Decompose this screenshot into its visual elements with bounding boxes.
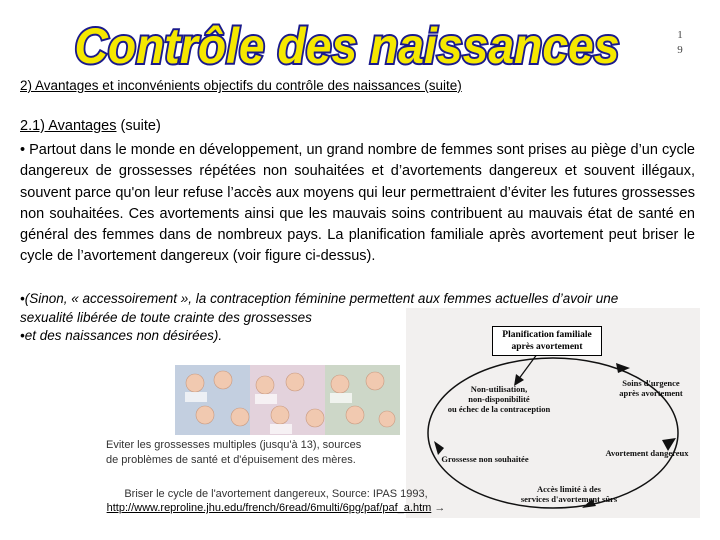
box-title-line-2: après avortement (511, 342, 583, 352)
subsection-suffix: (suite) (116, 118, 161, 134)
italic-line-3: •et des naissances non désirées). (20, 328, 223, 343)
arrow-right-icon: → (434, 502, 446, 514)
node-access-line-2: services d'avortement sûrs (520, 494, 618, 504)
italic-line-1: •(Sinon, « accessoirement », la contraception féminine permettent aux femmes actuelles d’avoir une (20, 291, 619, 306)
subsection-heading (20, 118, 161, 134)
node-unwanted-pregnancy: Grossesse non souhaitée (441, 454, 529, 464)
page-number-digit-2: 9 (677, 44, 683, 56)
node-limited-access (514, 484, 624, 504)
node-access-line-1: Accès limité à des (537, 484, 601, 494)
diagram-caption-line-2 (91, 501, 461, 515)
diagram-caption (91, 487, 461, 515)
page-number-digit-1: 1 (677, 29, 683, 41)
family-planning-box (492, 326, 602, 356)
node-non-use-line-3: ou échec de la contraception (447, 404, 551, 414)
photo-caption (106, 438, 361, 468)
node-emergency-line-2: après avortement (619, 388, 683, 398)
box-title-line-1: Planification familiale (502, 330, 592, 340)
photo-caption-line-1: Eviter les grossesses multiples (jusqu'à 13), sources (106, 439, 362, 451)
body-paragraph: • Partout dans le monde en développement, un grand nombre de femmes sont prises au piège d’un cycle dangereux de grossesses répétées non souhaitées et d’avortements dangereux et souvent illégaux, souvent parce qu'on leur refuse l’accès aux moyens qui leur permettraient d’éviter les futures grossesses non souhaitées. Ces avortements ainsi que les mauvais soins contribuent au mauvais état de santé en général des femmes dans de nombreux pays. La planification familiale après avortement peut briser le cycle de l’avortement dangereux (voir figure ci-dessus). (20, 142, 695, 265)
node-unsafe-abortion: Avortement dangereux (605, 448, 689, 458)
babies-photo (175, 365, 400, 435)
node-emergency-line-1: Soins d'urgence (622, 378, 680, 388)
subsection-number: 2.1) Avantages (20, 118, 117, 134)
page-number (675, 28, 685, 58)
node-non-use-line-1: Non-utilisation, (470, 384, 528, 394)
diagram-caption-line-1: Briser le cycle de l'avortement dangereux, Source: IPAS 1993, (124, 488, 428, 500)
node-emergency-care (611, 378, 691, 398)
node-non-use (434, 384, 564, 414)
source-link[interactable]: http://www.reproline.jhu.edu/french/6read/6multi/6pg/paf/paf_a.htm (106, 502, 432, 514)
title-text: Contrôle des naissances (74, 18, 620, 74)
photo-caption-line-2: de problèmes de santé et d'épuisement des mères. (106, 454, 356, 466)
page-title (0, 8, 720, 78)
section-heading: 2) Avantages et inconvénients objectifs du contrôle des naissances (suite) (20, 78, 462, 93)
italic-line-2: sexualité libérée de toute crainte des grossesses (20, 309, 312, 325)
node-non-use-line-2: non-disponibilité (468, 394, 530, 404)
